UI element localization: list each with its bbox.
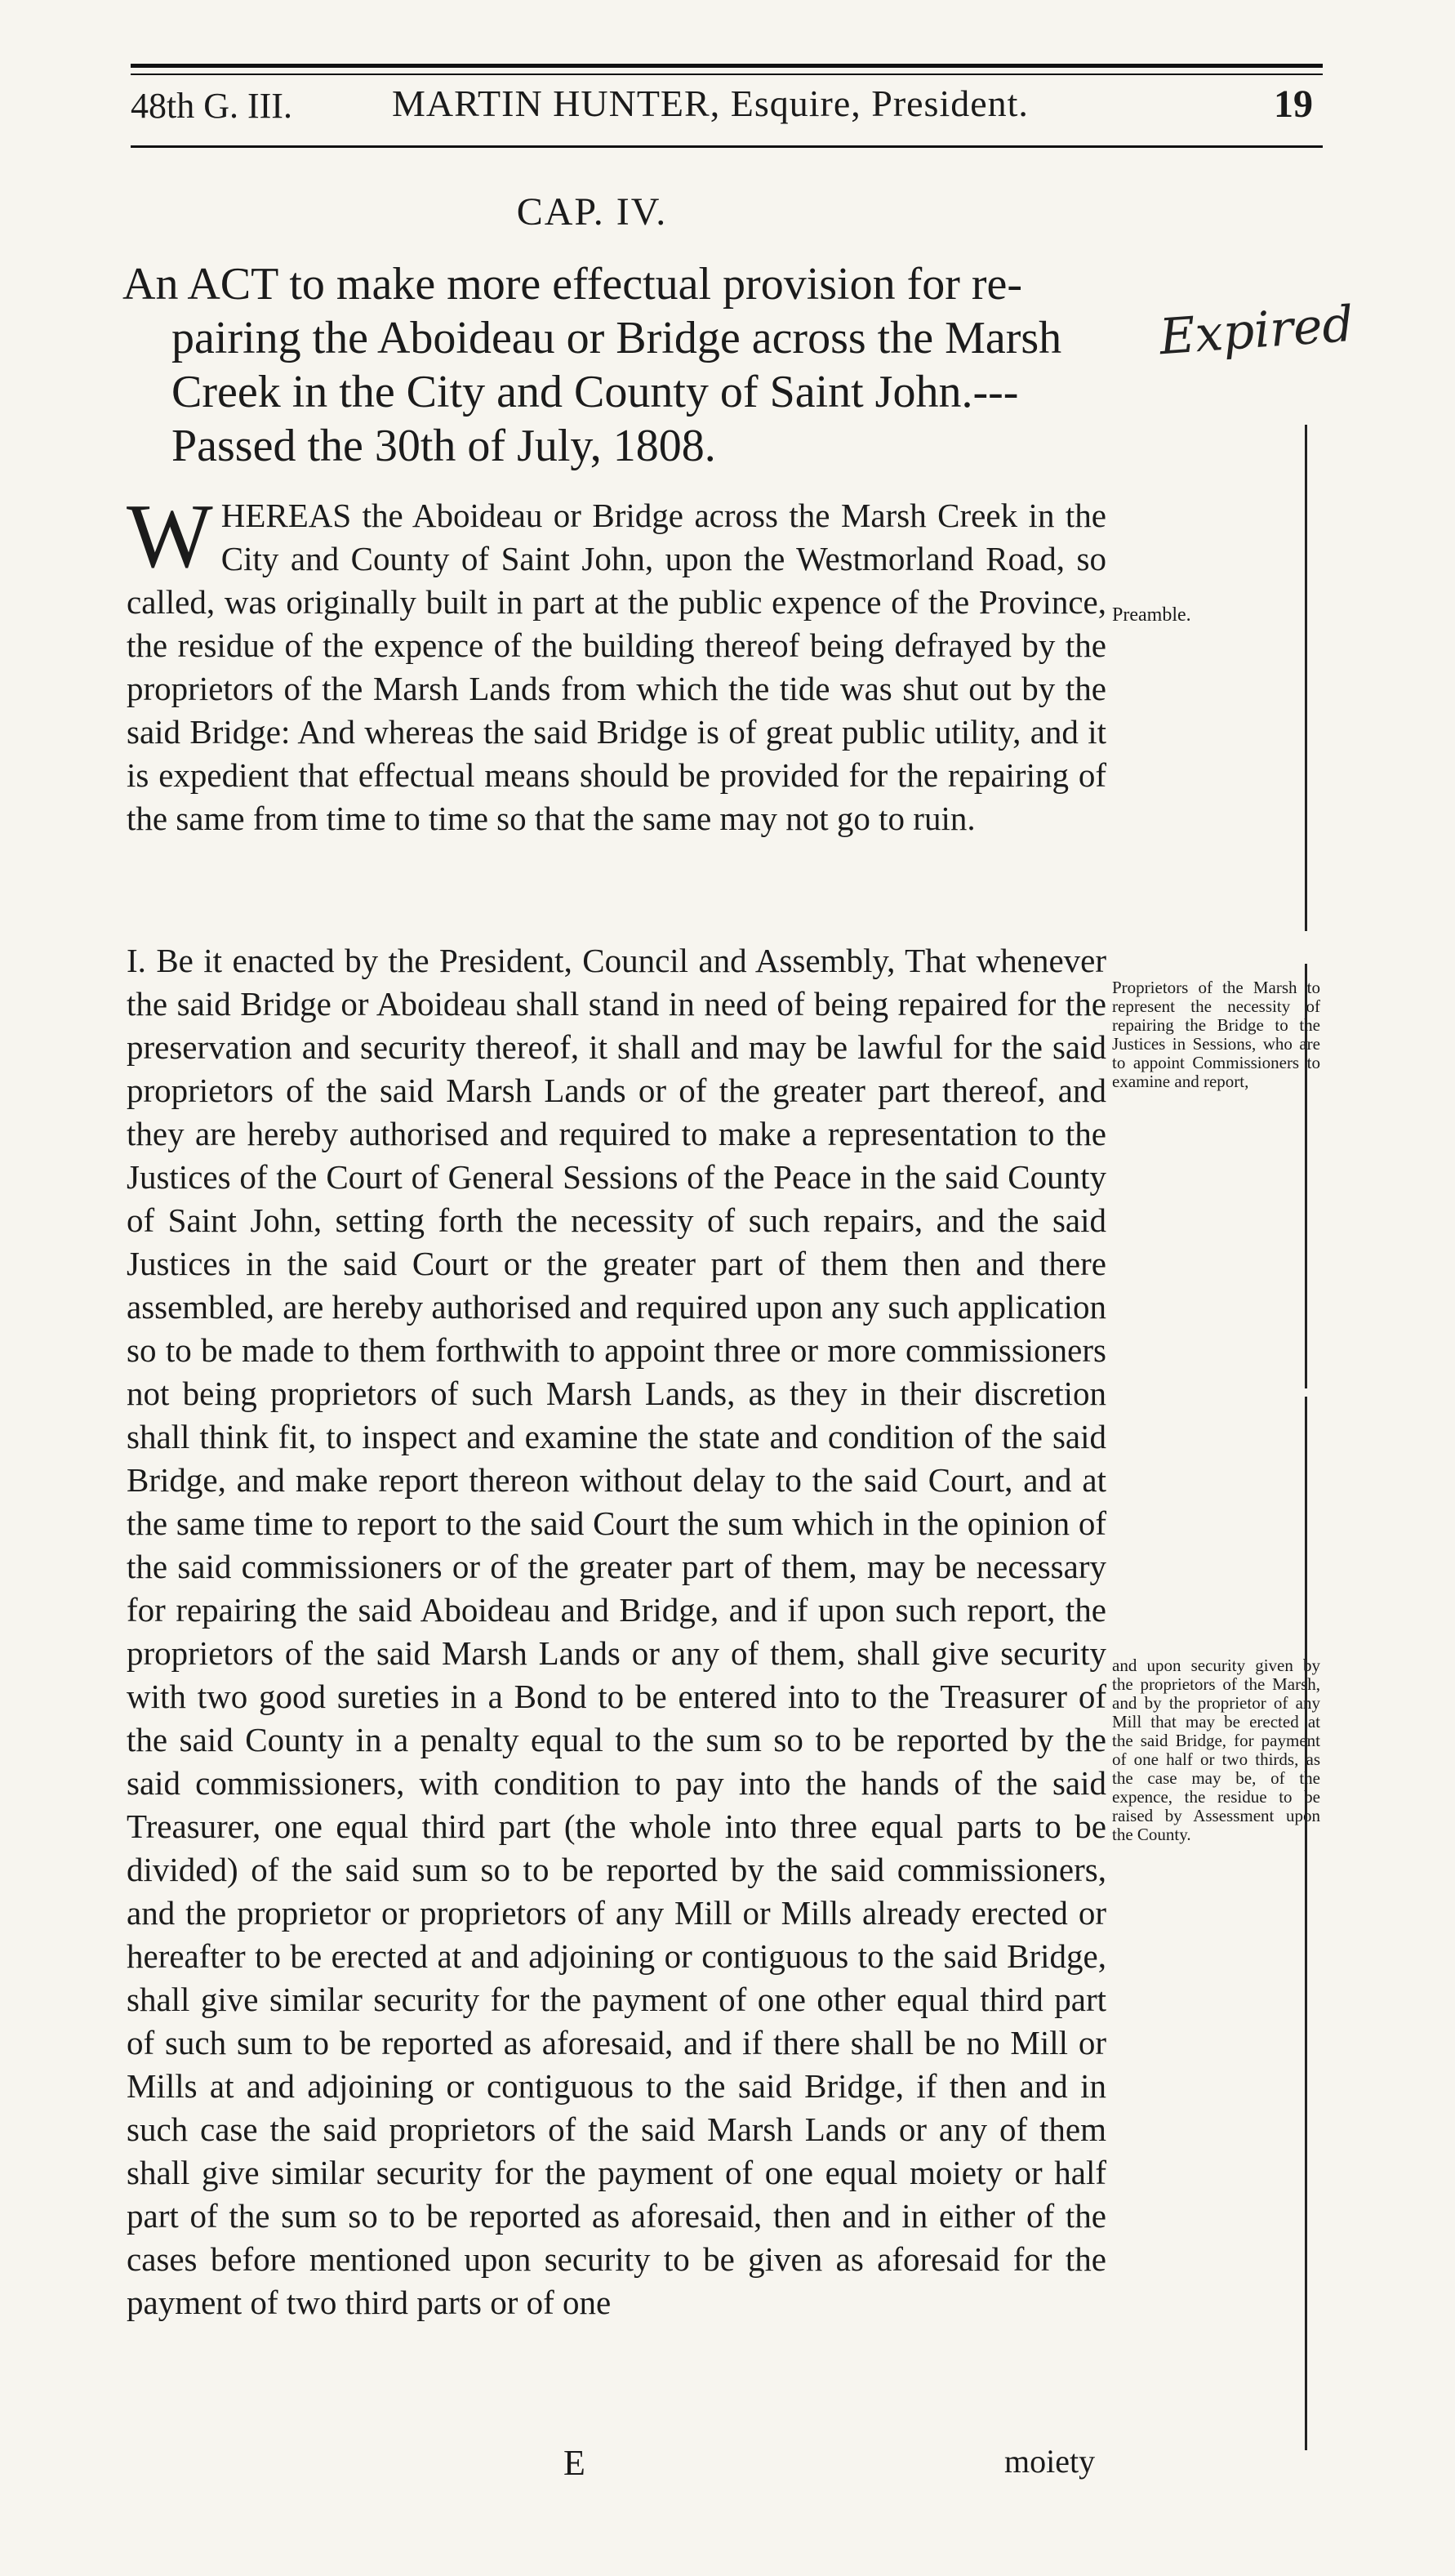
act-title-line: An ACT to make more effectual provision for re- [122,259,1023,310]
signature-mark: E [563,2443,585,2483]
handwritten-annotation: Expired [1157,295,1355,367]
chapter-heading: CAP. IV. [516,190,668,234]
margin-note-preamble: Preamble. [1112,604,1191,626]
act-title [122,257,1143,473]
preamble-text: HEREAS the Aboideau or Bridge across the Marsh Creek in the City and County of Saint John, upon the Westmorland Road, so called, was originally built in part at the public expence of the Province, the residue of the expence of the building thereof being defrayed by the proprietors of the Marsh Lands from which the tide was shut out by the said Bridge: And whereas the said Bridge is of great public utility, and it is expedient that effectual means should be provided for the repairing of the same from time to time so that the same may not go to ruin. [127,497,1106,837]
margin-note-proprietors: Proprietors of the Marsh to represent the necessity of repairing the Bridge to the Justices in Sessions, who are to appoint Commissioners to examine and report, [1112,978,1320,1091]
header-rule-top-thin [131,74,1323,75]
running-head-regnal-year: 48th G. III. [131,86,292,126]
margin-bracket [1305,964,1312,1388]
act-title-line: pairing the Aboideau or Bridge across the Marsh [171,313,1062,363]
preamble-paragraph [127,486,1106,840]
header-rule-bottom [131,145,1323,148]
section-1-paragraph: I. Be it enacted by the President, Council and Assembly, That whenever the said Bridge or Aboideau shall stand in need of being repaired for the preservation and security thereof, it shall and may be lawful for the said proprietors of the said Marsh Lands or of the greater part thereof, and they are hereby authorised and required to make a representation to the Justices of the Court of General Sessions of the Peace in the said County of Saint John, setting forth the necessity of such repairs, and the said Justices in the said Court or the greater part of them then and there assembled, are hereby authorised and required upon any such application so to be made to them forthwith to appoint three or more commissioners not being proprietors of such Marsh Lands, as they in their discretion shall think fit, to inspect and examine the state and condition of the said Bridge, and make report thereon without delay to the said Court, and at the same time to report to the said Court the sum which in the opinion of the said commissioners or of the greater part of them, may be necessary for repairing the said Aboideau and Bridge, and if upon such report, the proprietors of the said Marsh Lands or any of them, shall give security with two good sureties in a Bond to be entered into to the Treasurer of the said County in a penalty equal to the sum so to be reported by the said commissioners, with condition to pay into the hands of the said Treasurer, one equal third part (the whole into three equal parts to be divided) of the said sum so to be reported by the said commissioners, and the proprietor or proprietors of any Mill or Mills already erected or hereafter to be erected at and adjoining or contiguous to the said Bridge, shall give similar security for the payment of one other equal third part of such sum to be reported as aforesaid, and if there shall be no Mill or Mills at and adjoining or contiguous to the said Bridge, if then and in such case the said proprietors of the said Marsh Lands or any of them shall give similar security for the payment of one equal moiety or half part of the sum so to be reported as aforesaid, then and in either of the cases before mentioned upon security to be given as aforesaid for the payment of two third parts or of one [127,942,1106,2321]
margin-bracket [1305,1397,1312,2450]
catchword: moiety [1004,2443,1096,2480]
drop-cap: W [127,486,213,587]
act-title-line: Creek in the City and County of Saint John.--- [171,367,1019,417]
header-rule-top [131,64,1323,68]
act-title-line: Passed the 30th of July, 1808. [171,421,716,471]
page-number: 19 [1274,82,1313,126]
running-head-title: MARTIN HUNTER, Esquire, President. [392,82,1029,124]
margin-bracket [1305,425,1312,931]
margin-note-security: and upon security given by the proprietors of the Marsh, and by the proprietor of any Mill that may be erected at the said Bridge, for payment of one half or two thirds, as the case may be, of the expence, the residue to be raised by Assessment upon the County. [1112,1656,1320,1844]
